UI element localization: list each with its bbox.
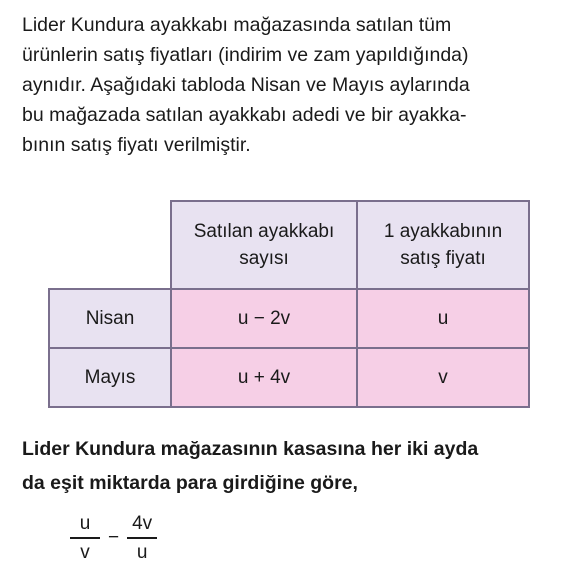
intro-line: Lider Kundura ayakkabı mağazasında satılan tüm <box>22 14 452 36</box>
table-header-row <box>49 201 529 289</box>
table-corner-cell <box>49 201 171 289</box>
row-label-nisan: Nisan <box>49 289 171 348</box>
question-text <box>22 432 478 500</box>
math-expression <box>62 512 165 565</box>
row-label-mayis: Mayıs <box>49 348 171 407</box>
table-row <box>49 348 529 407</box>
header-text: sayısı <box>239 248 289 269</box>
intro-line: bu mağazada satılan ayakkabı adedi ve bir ayakka- <box>22 104 467 126</box>
sales-table <box>48 200 530 408</box>
fraction-numerator: u <box>79 513 91 534</box>
intro-line: bının satış fiyatı verilmiştir. <box>22 134 251 156</box>
cell-mayis-count: u + 4v <box>171 348 357 407</box>
question-line: da eşit miktarda para girdiğine göre, <box>22 472 358 494</box>
problem-intro <box>22 10 567 160</box>
fraction-bar <box>70 537 100 539</box>
fraction-denominator: v <box>80 541 90 563</box>
intro-line: aynıdır. Aşağıdaki tabloda Nisan ve Mayıs aylarında <box>22 74 470 96</box>
fraction-u-over-v <box>62 512 108 565</box>
header-text: satış fiyatı <box>400 248 486 269</box>
header-unit-price <box>357 201 529 289</box>
header-text: Satılan ayakkabı <box>193 221 335 242</box>
fraction-4v-over-u <box>119 512 165 565</box>
cell-mayis-price: v <box>357 348 529 407</box>
fraction-numerator: 4v <box>132 513 153 534</box>
header-text: 1 ayakkabının <box>383 221 503 242</box>
cell-nisan-count: u − 2v <box>171 289 357 348</box>
header-sold-count <box>171 201 357 289</box>
intro-line: ürünlerin satış fiyatları (indirim ve zam yapıldığında) <box>22 44 469 66</box>
fraction-denominator: u <box>136 541 148 563</box>
cell-nisan-price: u <box>357 289 529 348</box>
table-row <box>49 289 529 348</box>
minus-operator: − <box>108 527 120 549</box>
question-line: Lider Kundura mağazasının kasasına her iki ayda <box>22 438 479 460</box>
fraction-bar <box>127 537 157 539</box>
